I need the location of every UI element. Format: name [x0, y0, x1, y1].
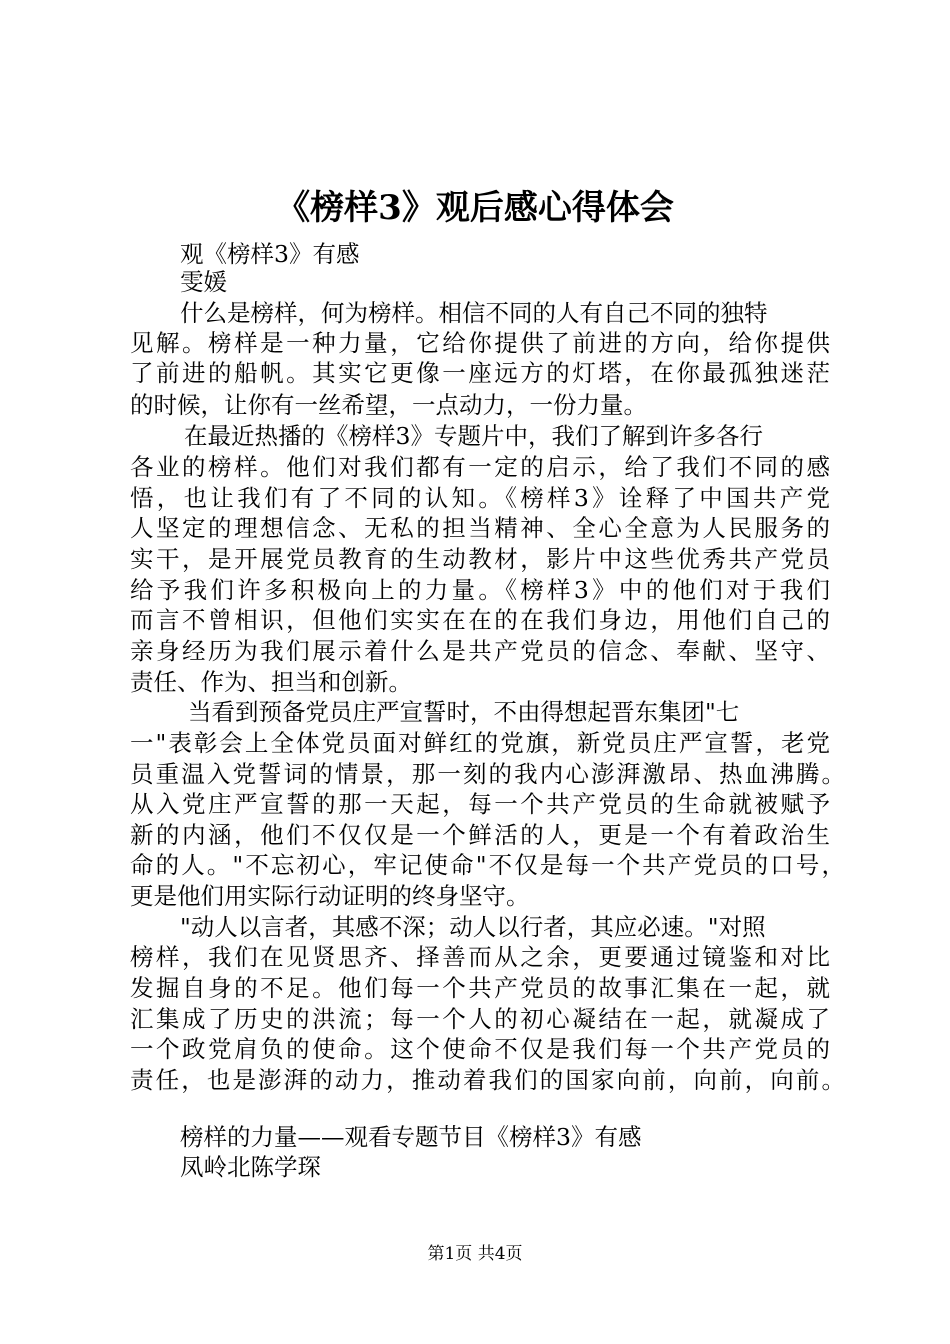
- paragraph-line: 发掘自身的不足。他们每一个共产党员的故事汇集在一起，就: [130, 974, 830, 1002]
- paragraph-line: 见解。榜样是一种力量，它给你提供了前进的方向，给你提供: [130, 329, 830, 357]
- author-name: 雯媛: [180, 268, 227, 296]
- paragraph-line: 一个政党肩负的使命。这个使命不仅是我们每一个共产党员的: [130, 1035, 830, 1063]
- paragraph-line: 而言不曾相识，但他们实实在在的在我们身边，用他们自己的: [130, 606, 830, 634]
- paragraph-line: 给予我们许多积极向上的力量。《榜样3》中的他们对于我们: [130, 576, 830, 604]
- paragraph-line: 一"表彰会上全体党员面对鲜红的党旗，新党员庄严宣誓，老党: [130, 729, 830, 757]
- paragraph-line: 实干，是开展党员教育的生动教材，影片中这些优秀共产党员: [130, 545, 830, 573]
- paragraph-line: 责任，也是澎湃的动力，推动着我们的国家向前，向前，向前。: [130, 1066, 845, 1094]
- paragraph-line: 的时候，让你有一丝希望，一点动力，一份力量。: [130, 391, 647, 419]
- paragraph-line: 榜样，我们在见贤思齐、择善而从之余，更要通过镜鉴和对比: [130, 943, 830, 971]
- document-title: 《榜样3》观后感心得体会: [276, 188, 674, 228]
- paragraph-line: 亲身经历为我们展示着什么是共产党员的信念、奉献、坚守、: [130, 637, 830, 665]
- paragraph-line: "动人以言者，其感不深；动人以行者，其应必速。"对照: [180, 913, 766, 941]
- paragraph-line: 在最近热播的《榜样3》专题片中，我们了解到许多各行: [184, 422, 763, 450]
- paragraph-line: 更是他们用实际行动证明的终身坚守。: [130, 882, 530, 910]
- paragraph-line: 命的人。"不忘初心，牢记使命"不仅是每一个共产党员的口号，: [130, 851, 845, 879]
- section-heading: 榜样的力量——观看专题节目《榜样3》有感: [180, 1123, 642, 1151]
- paragraph-line: 责任、作为、担当和创新。: [130, 668, 412, 696]
- paragraph-line: 当看到预备党员庄严宣誓时，不由得想起晋东集团"七: [188, 698, 740, 726]
- section-heading: 观《榜样3》有感: [180, 240, 360, 268]
- page-number: 第1页 共4页: [427, 1244, 523, 1264]
- paragraph-line: 员重温入党誓词的情景，那一刻的我内心澎湃激昂、热血沸腾。: [130, 760, 845, 788]
- paragraph-line: 什么是榜样，何为榜样。相信不同的人有自己不同的独特: [180, 299, 768, 327]
- paragraph-line: 从入党庄严宣誓的那一天起，每一个共产党员的生命就被赋予: [130, 790, 830, 818]
- paragraph-line: 新的内涵，他们不仅仅是一个鲜活的人，更是一个有着政治生: [130, 821, 830, 849]
- paragraph-line: 各业的榜样。他们对我们都有一定的启示，给了我们不同的感: [130, 453, 830, 481]
- paragraph-line: 了前进的船帆。其实它更像一座远方的灯塔，在你最孤独迷茫: [130, 359, 830, 387]
- paragraph-line: 人坚定的理想信念、无私的担当精神、全心全意为人民服务的: [130, 514, 830, 542]
- paragraph-line: 悟，也让我们有了不同的认知。《榜样3》诠释了中国共产党: [130, 484, 830, 512]
- paragraph-line: 汇集成了历史的洪流；每一个人的初心凝结在一起，就凝成了: [130, 1005, 830, 1033]
- author-name: 凤岭北陈学琛: [180, 1153, 321, 1181]
